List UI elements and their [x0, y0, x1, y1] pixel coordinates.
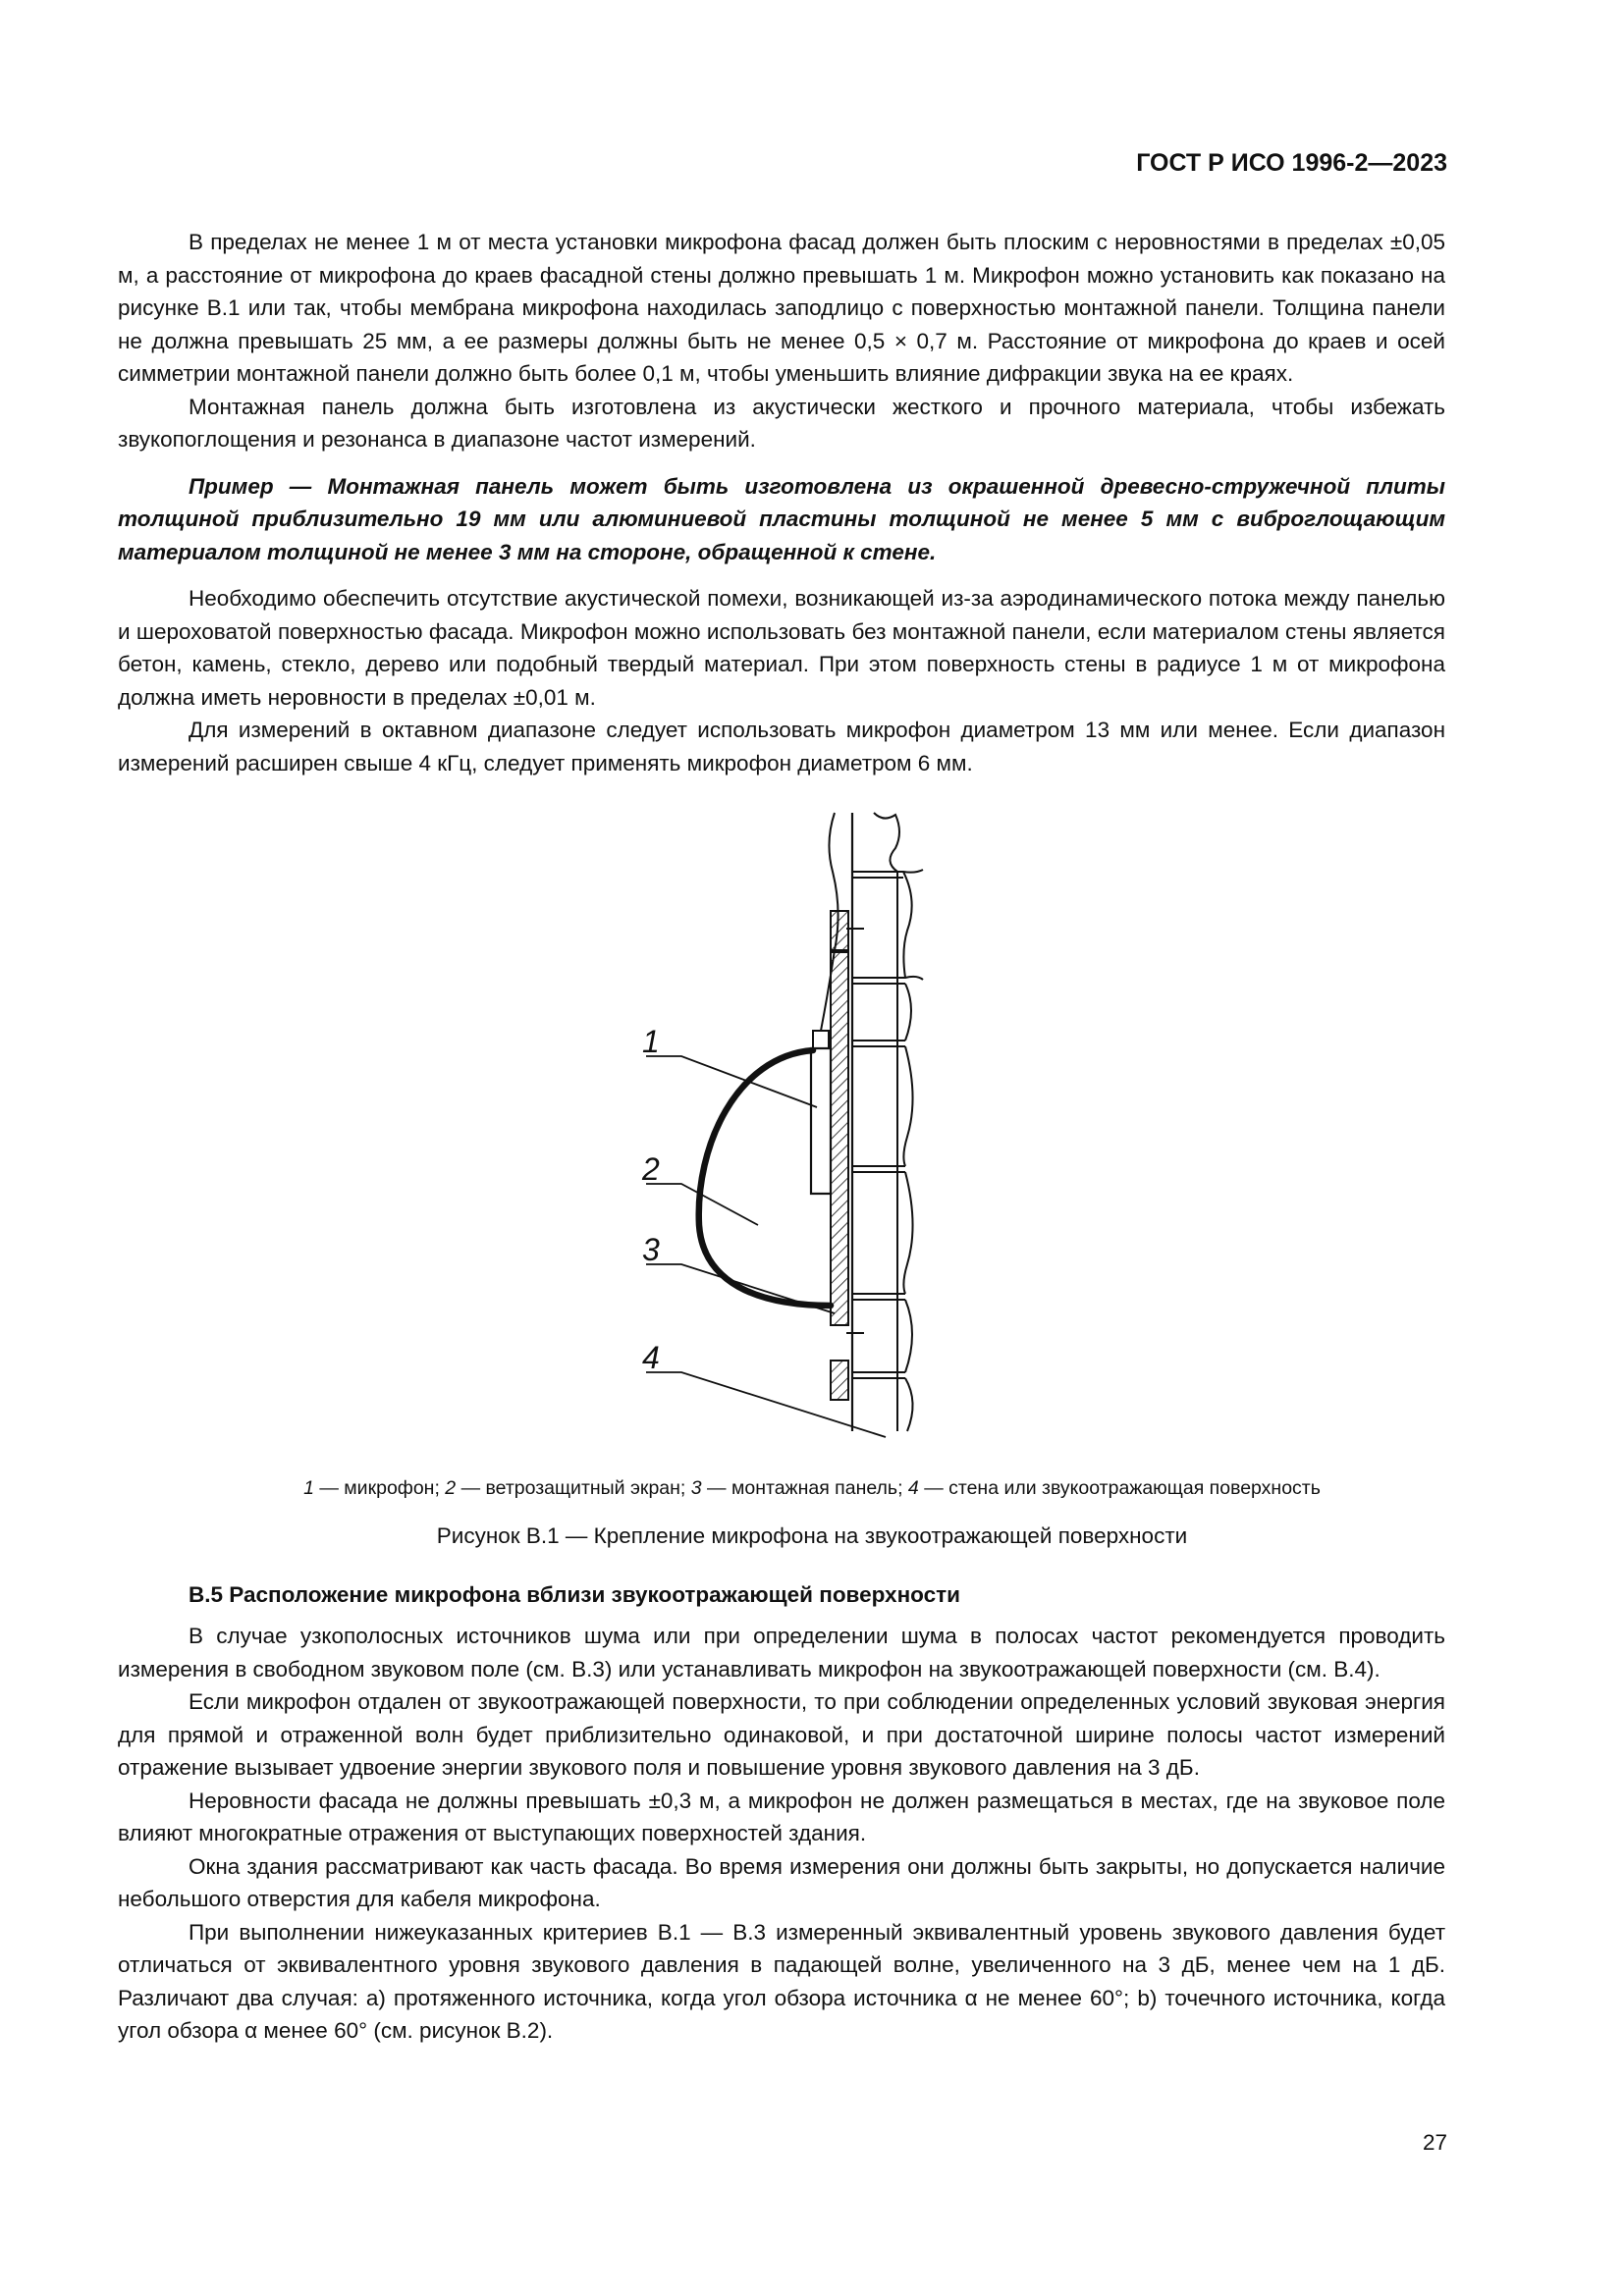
paragraph: Монтажная панель должна быть изготовлена из акустически жесткого и прочного материала, чтобы избежать звукопоглощения и резонанса в диапазоне частот измерений.: [118, 394, 1445, 452]
document-code: ГОСТ Р ИСО 1996-2—2023: [1136, 149, 1447, 177]
section-text: [118, 1620, 1445, 2048]
figure-label-1: 1: [642, 1024, 660, 1059]
microphone-mount-diagram: [589, 803, 982, 1451]
panel-mount-upper: [831, 911, 848, 950]
wall-right-edge: [874, 813, 899, 1431]
paragraph: Неровности фасада не должны превышать ±0,3 м, а микрофон не должен размещаться в местах, где на звуковое поле влияют многократные отражения от выступающих поверхностей здания.: [118, 1788, 1445, 1845]
paragraph: В случае узкополосных источников шума или при определении шума в полосах частот рекомендуется проводить измерения в свободном звуковом поле (см. В.3) или устанавливать микрофон на звукоотражающей поверхности (см. В.4).: [118, 1624, 1445, 1682]
legend-number: 1: [303, 1477, 314, 1499]
figure-caption: Рисунок В.1 — Крепление микрофона на звукоотражающей поверхности: [436, 1523, 1188, 1548]
legend-text: — ветрозащитный экран;: [456, 1477, 691, 1499]
example-note: Пример — Монтажная панель может быть изготовлена из окрашенной древесно-стружечной плиты толщиной приблизительно 19 мм или алюминиевой пластины толщиной не менее 5 мм с виброглощающим материалом толщиной не менее 3 мм на стороне, обращенной к стене.: [118, 473, 1445, 564]
paragraph: Необходимо обеспечить отсутствие акустической помехи, возникающей из-за аэродинамического потока между панелью и шероховатой поверхностью фасада. Микрофон можно использовать без монтажной панели, если материалом стены является бетон, камень, стекло, дерево или подобный твердый материал. При этом поверхность стены в радиусе 1 м от микрофона должна иметь неровности в пределах ±0,01 м.: [118, 586, 1445, 710]
legend-number: 4: [907, 1477, 919, 1499]
microphone-tip: [813, 1031, 829, 1048]
paragraph: При выполнении нижеуказанных критериев В.1 — В.3 измеренный эквивалентный уровень звукового давления будет отличаться от эквивалентного уровня звукового давления в падающей волне, увеличенного на 3 дБ, менее чем на 1 дБ. Различают два случая: a) протяженного источника, когда угол обзора источника α не менее 60°; b) точечного источника, когда угол обзора α менее 60° (см. рисунок В.2).: [118, 1919, 1445, 2043]
paragraph: Для измерений в октавном диапазоне следует использовать микрофон диаметром 13 мм или менее. Если диапазон измерений расширен свыше 4 кГц, следует применять микрофон диаметром 6 мм.: [118, 718, 1445, 775]
figure-label-3: 3: [642, 1232, 660, 1267]
legend-number: 3: [690, 1477, 702, 1499]
top-text: [118, 226, 1445, 779]
legend-number: 2: [445, 1477, 457, 1499]
legend-text: — монтажная панель;: [701, 1477, 908, 1499]
wall-bricks: [852, 870, 923, 1431]
paragraph: Если микрофон отдален от звукоотражающей поверхности, то при соблюдении определенных условий звуковая энергия для прямой и отраженной волн будет приблизительно одинаковой, и при достаточной ширине полосы частот измерений отражение вызывает удвоение энергии звукового поля и повышение уровня звукового давления на 3 дБ.: [118, 1689, 1445, 1780]
microphone-body: [811, 1048, 831, 1194]
mounting-panel: [831, 952, 848, 1325]
legend-text: — микрофон;: [313, 1477, 446, 1499]
figure-b1: [589, 803, 982, 1451]
page-number: 27: [1422, 2130, 1447, 2155]
panel-mount-lower: [831, 1361, 848, 1400]
figure-legend: [0, 1477, 1624, 1500]
paragraph: В пределах не менее 1 м от места установки микрофона фасад должен быть плоским с неровностями в пределах ±0,05 м, а расстояние от микрофона до краев фасадной стены должно превышать 1 м. Микрофон можно установить как показано на рисунке В.1 или так, чтобы мембрана микрофона находилась заподлицо с поверхностью монтажной панели. Толщина панели не должна превышать 25 мм, а ее размеры должны быть не менее 0,5 × 0,7 м. Расстояние от микрофона до краев и осей симметрии монтажной панели должно быть более 0,1 м, чтобы уменьшить влияние дифракции звука на ее краях.: [118, 230, 1445, 386]
paragraph: Окна здания рассматривают как часть фасада. Во время измерения они должны быть закрыты, но допускается наличие небольшого отверстия для кабеля микрофона.: [118, 1853, 1445, 1911]
section-heading: В.5 Расположение микрофона вблизи звукоотражающей поверхности: [189, 1582, 960, 1607]
leader-lines: [646, 1056, 886, 1437]
figure-label-4: 4: [642, 1340, 660, 1375]
figure-label-2: 2: [642, 1151, 660, 1187]
legend-text: — стена или звукоотражающая поверхность: [918, 1477, 1321, 1499]
